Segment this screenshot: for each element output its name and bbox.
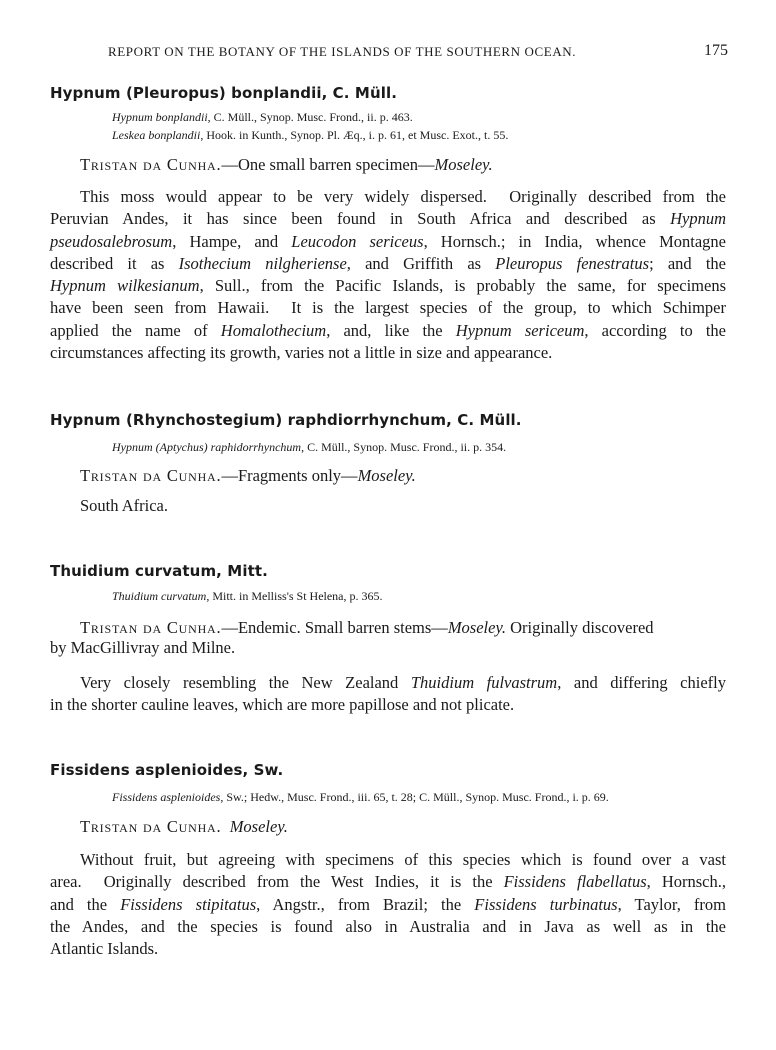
synonym-citation: Hypnum (Aptychus) raphidorrhynchum, C. Müll., Synop. Musc. Frond., ii. p. 354. [112, 440, 507, 454]
locality-line-continued: by MacGillivray and Milne. [50, 638, 236, 657]
synonym-citation: Leskea bonplandii, Hook. in Kunth., Synop. Pl. Æq., i. p. 61, et Musc. Exot., t. 55. [112, 128, 509, 142]
running-head: REPORT ON THE BOTANY OF THE ISLANDS OF THE SOUTHERN OCEAN. [108, 44, 577, 59]
paragraph: Very closely resembling the New Zealand Thuidium fulvastrum, and differing chiefly in the shorter cauline leaves, which are more papillose and not plicate. [50, 673, 726, 715]
paragraph: Without fruit, but agreeing with specimens of this species which is found over a vast area. Originally described from the West Indies, it is the Fissidens flabellatus, Hornsch., and the Fissidens stipitatus, Angstr., from Brazil; the Fissidens turbinatus, Taylor, from the Andes, and the species is found also in Australia and in Java as well as in the Atlantic Islands. [50, 850, 726, 959]
species-heading: Thuidium curvatum, Mitt. [50, 562, 268, 580]
locality-line: Tristan da Cunha.—Endemic. Small barren stems—Moseley. Originally discovered [80, 618, 654, 637]
synonym-citation: Thuidium curvatum, Mitt. in Melliss's St Helena, p. 365. [112, 589, 383, 603]
distribution-note: South Africa. [80, 496, 168, 515]
page-number: 175 [704, 42, 728, 59]
locality-line: Tristan da Cunha.—Fragments only—Moseley. [80, 466, 416, 485]
locality-line: Tristan da Cunha.—One small barren specimen—Moseley. [80, 155, 493, 174]
synonym-citation: Fissidens asplenioides, Sw.; Hedw., Musc. Frond., iii. 65, t. 28; C. Müll., Synop. Musc. Frond., i. p. 69. [112, 790, 609, 804]
species-heading: Hypnum (Pleuropus) bonplandii, C. Müll. [50, 84, 398, 102]
synonym-citation: Hypnum bonplandii, C. Müll., Synop. Musc. Frond., ii. p. 463. [112, 110, 413, 124]
paragraph: This moss would appear to be very widely dispersed. Originally described from the Peruvian Andes, it has since been found in South Africa and described as Hypnum pseudosalebrosum, Hampe, and Leucodon sericeus, Hornsch.; in India, whence Montagne described it as Isothecium nilgheriense, and Griffith as Pleuropus fenestratus; and the Hypnum wilkesianum, Sull., from the Pacific Islands, is probably the same, for specimens have been seen from Hawaii. It is the largest species of the group, to which Schimper applied the name of Homalothecium, and, like the Hypnum sericeum, according to the circumstances affecting its growth, varies not a little in size and appearance. [50, 187, 726, 363]
species-heading: Fissidens asplenioides, Sw. [50, 761, 284, 779]
species-heading: Hypnum (Rhynchostegium) raphdiorrhynchum, C. Müll. [50, 411, 522, 429]
locality-line: Tristan da Cunha. Moseley. [80, 817, 288, 836]
